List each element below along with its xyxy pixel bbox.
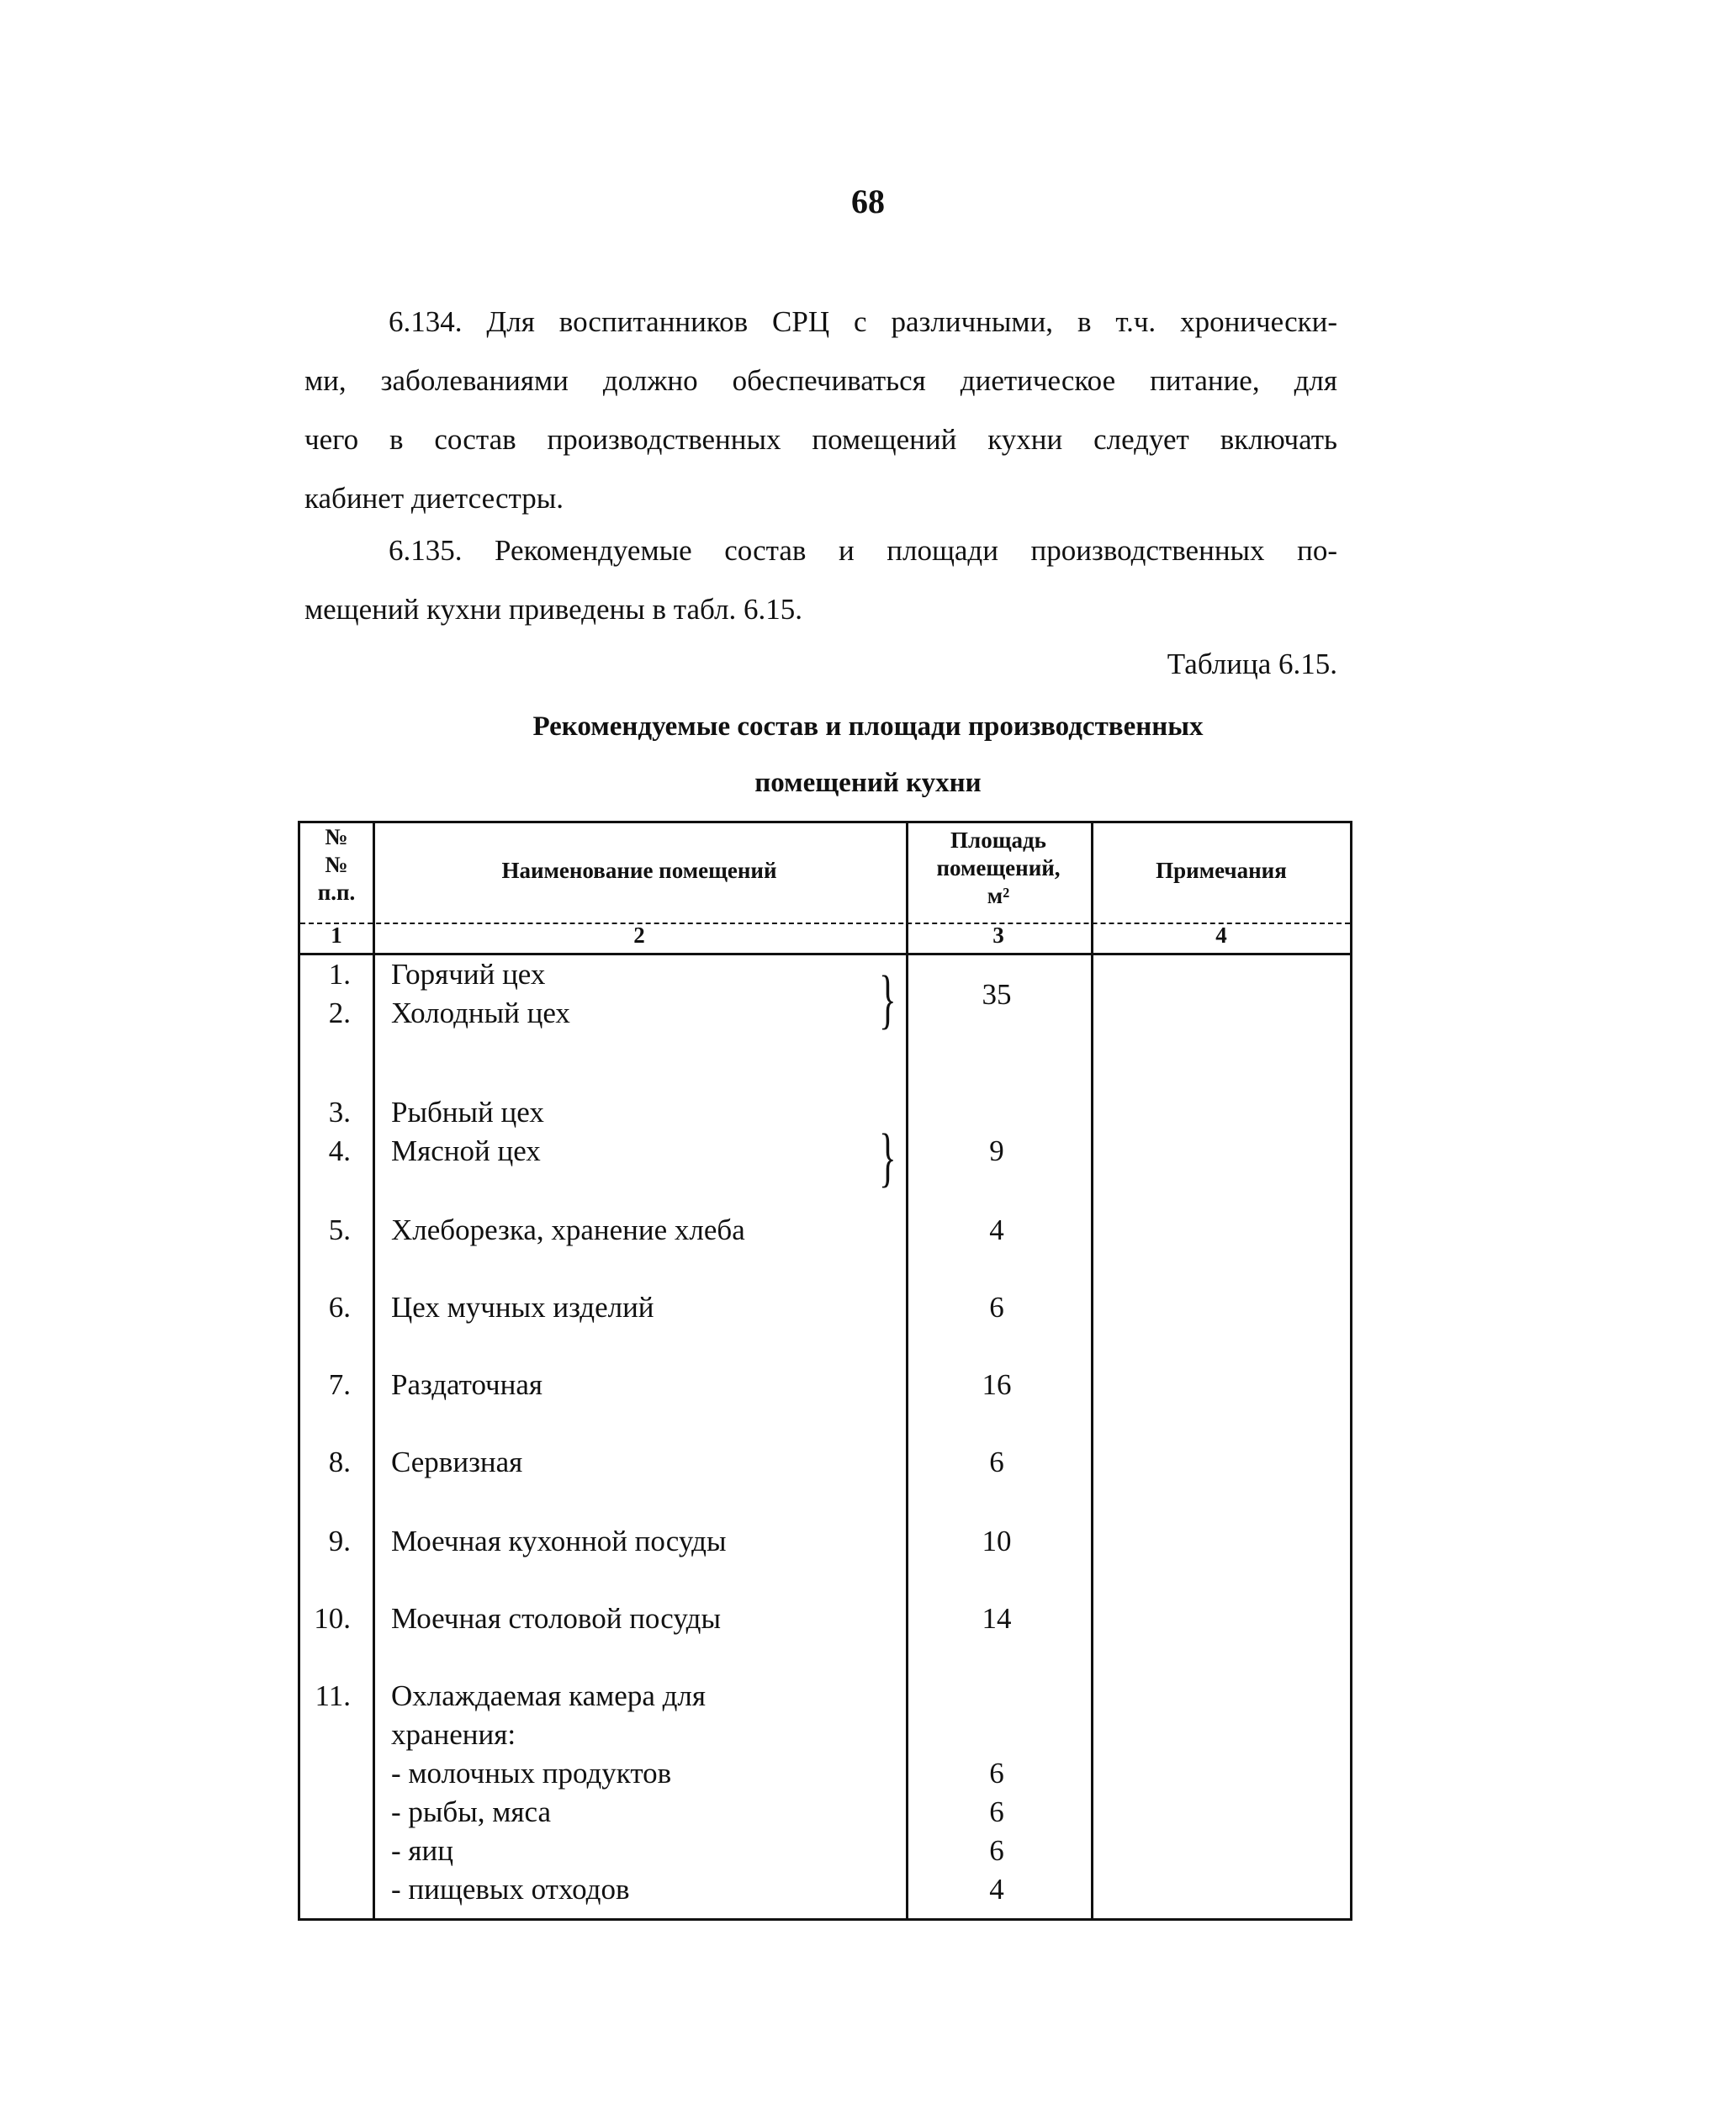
row-number: 2.	[328, 997, 351, 1029]
room-name: Сервизная	[391, 1446, 523, 1478]
paragraph-line: чего в состав производственных помещений кухни следует включать	[304, 423, 1337, 456]
paragraph-line: 6.134. Для воспитанников СРЦ с различными, в т.ч. хронически-	[389, 305, 1337, 338]
storage-item: - пищевых отходов	[391, 1873, 630, 1906]
room-name: Моечная столовой посуды	[391, 1602, 721, 1635]
table-title-line-2: помещений кухни	[754, 768, 982, 798]
row-number: 3.	[328, 1096, 351, 1129]
room-area: 35	[982, 978, 1012, 1011]
room-name-continued: хранения:	[391, 1718, 516, 1751]
header-area: Площадь помещений, м²	[936, 827, 1061, 908]
header-name: Наименование помещений	[501, 858, 777, 883]
room-area: 4	[989, 1213, 1004, 1246]
row-number: 5.	[328, 1213, 351, 1246]
room-name: Цех мучных изделий	[391, 1291, 654, 1324]
row-number: 1.	[328, 958, 351, 991]
room-name: Раздаточная	[391, 1368, 543, 1401]
room-area: 6	[989, 1291, 1004, 1324]
room-name: Рыбный цех	[391, 1096, 544, 1129]
page-number: 68	[851, 182, 885, 220]
table-label: Таблица 6.15.	[1167, 648, 1337, 680]
column-number: 2	[633, 923, 645, 948]
room-name: Горячий цех	[391, 958, 546, 991]
column-number: 1	[331, 923, 342, 948]
room-name: Холодный цех	[391, 997, 570, 1029]
column-number: 4	[1215, 923, 1227, 948]
room-area: 14	[982, 1602, 1012, 1635]
room-area: 16	[982, 1368, 1012, 1401]
storage-area: 4	[989, 1873, 1004, 1906]
room-name: Охлаждаемая камера для	[391, 1679, 706, 1712]
room-area: 6	[989, 1446, 1004, 1478]
row-number: 7.	[328, 1368, 351, 1401]
column-number: 3	[992, 923, 1004, 948]
right-brace: }	[879, 1120, 897, 1193]
storage-area: 6	[989, 1757, 1004, 1790]
storage-area: 6	[989, 1834, 1004, 1867]
room-name: Мясной цех	[391, 1134, 541, 1167]
header-notes: Примечания	[1156, 858, 1287, 883]
storage-item: - яиц	[391, 1834, 453, 1867]
paragraph-line: кабинет диетсестры.	[304, 482, 564, 515]
row-number: 11.	[315, 1679, 351, 1712]
paragraph-line: мещений кухни приведены в табл. 6.15.	[304, 593, 802, 626]
storage-item: - молочных продуктов	[391, 1757, 672, 1790]
row-number: 4.	[328, 1134, 351, 1167]
column-divider	[1091, 823, 1093, 1918]
row-number: 8.	[328, 1446, 351, 1478]
room-name: Хлеборезка, хранение хлеба	[391, 1213, 745, 1246]
column-divider	[906, 823, 908, 1918]
row-number: 6.	[328, 1291, 351, 1324]
room-area: 9	[989, 1134, 1004, 1167]
kitchen-rooms-table	[298, 821, 1352, 1921]
paragraph-line: ми, заболеваниями должно обеспечиваться диетическое питание, для	[304, 364, 1337, 397]
room-area: 10	[982, 1525, 1012, 1557]
header-divider	[300, 953, 1350, 955]
row-number: 9.	[328, 1525, 351, 1557]
paragraph-line: 6.135. Рекомендуемые состав и площади производственных по-	[389, 534, 1337, 567]
table-title-line-1: Рекомендуемые состав и площади производственных	[532, 711, 1204, 742]
row-number: 10.	[314, 1602, 351, 1635]
paragraph-6-134	[304, 293, 1337, 528]
right-brace: }	[879, 962, 897, 1035]
header-number: № № п.п.	[317, 824, 356, 905]
storage-item: - рыбы, мяса	[391, 1795, 551, 1828]
column-divider	[373, 823, 375, 1918]
paragraph-6-135	[304, 521, 1337, 639]
storage-area: 6	[989, 1795, 1004, 1828]
room-name: Моечная кухонной посуды	[391, 1525, 727, 1557]
